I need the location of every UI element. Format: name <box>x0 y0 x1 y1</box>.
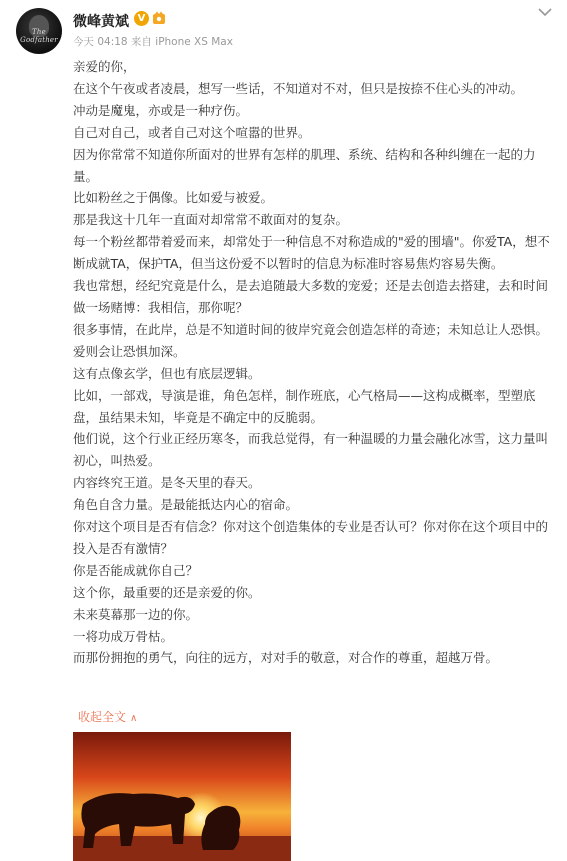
post-image[interactable] <box>73 732 291 861</box>
username[interactable]: 微峰黄斌 <box>73 14 129 30</box>
post-paragraph: 我也常想，经纪究竟是什么，是去追随最大多数的宠爱；还是去创造去搭建，去和时间做一场赌博：我相信，那你呢？ <box>73 278 549 315</box>
member-icon <box>152 11 166 25</box>
collapse-label: 收起全文 <box>78 710 127 724</box>
post-paragraph: 因为你常常不知道你所面对的世界有怎样的肌理、系统、结构和各种纠缠在一起的力量。 <box>73 146 536 184</box>
post-paragraph: 未来莫幕那一边的你。 <box>73 606 199 622</box>
post-paragraph: 亲爱的你， <box>73 59 136 74</box>
post-paragraph: 在这个午夜或者凌晨，想写一些话，不知道对不对，但只是按捺不住心头的冲动。 <box>73 80 524 96</box>
post-paragraph: 冲动是魔鬼，亦或是一种疗伤。 <box>73 102 249 118</box>
avatar-logo-text: The Godfather <box>20 28 58 44</box>
post-paragraph: 你对这个项目是否有信念？你对这个创造集体的专业是否认可？你对你在这个项目中的投入是否有激情？ <box>73 519 549 556</box>
post-paragraph: 每一个粉丝都带着爱而来，却常处于一种信息不对称造成的"爱的围墙"。你爱TA，想不断成就TA，保护TA，但当这份爱不以暂时的信息为标准时容易焦灼容易失衡。 <box>73 234 550 272</box>
post-paragraph: 角色自含力量。是最能抵达内心的宿命。 <box>73 497 299 513</box>
chevron-down-icon[interactable] <box>537 6 553 18</box>
post-paragraph: 你是否能成就你自己？ <box>73 562 199 578</box>
post-paragraph: 自己对自己，或者自己对这个喧嚣的世界。 <box>73 124 311 140</box>
post-content <box>73 56 555 669</box>
avatar[interactable] <box>16 8 62 54</box>
collapse-button[interactable] <box>78 708 137 725</box>
post-paragraph: 一将功成万骨枯。 <box>73 628 174 644</box>
post-meta: 今天 04:18 来自 iPhone XS Max <box>73 36 233 48</box>
post-paragraph: 内容终究王道。是冬天里的春天。 <box>73 475 261 491</box>
post-paragraph: 很多事情，在此岸，总是不知道时间的彼岸究竟会创造怎样的奇迹；未知总让人恐惧。爱则会让恐惧加深。 <box>73 321 549 359</box>
post-paragraph: 这有点像玄学，但也有底层逻辑。 <box>73 365 261 381</box>
post-paragraph: 那是我这十几年一直面对却常常不敢面对的复杂。 <box>73 212 349 228</box>
post-paragraph: 这个你，最重要的还是亲爱的你。 <box>73 584 261 600</box>
chevron-up-icon: ∧ <box>130 713 138 724</box>
post-paragraph: 比如，一部戏，导演是谁，角色怎样，制作班底，心气格局——这构成概率，型塑底盘，虽结果未知，毕竟是不确定中的反脆弱。 <box>73 387 536 425</box>
post-paragraph: 他们说，这个行业正经历寒冬，而我总觉得，有一种温暖的力量会融化冰雪，这力量叫初心，叫热爱。 <box>73 431 549 469</box>
post-paragraph: 比如粉丝之于偶像。比如爱与被爱。 <box>73 190 274 206</box>
post-paragraph: 而那份拥抱的勇气，向往的远方，对对手的敬意，对合作的尊重，超越万骨。 <box>73 650 499 666</box>
vip-badge-icon: V <box>134 11 149 26</box>
